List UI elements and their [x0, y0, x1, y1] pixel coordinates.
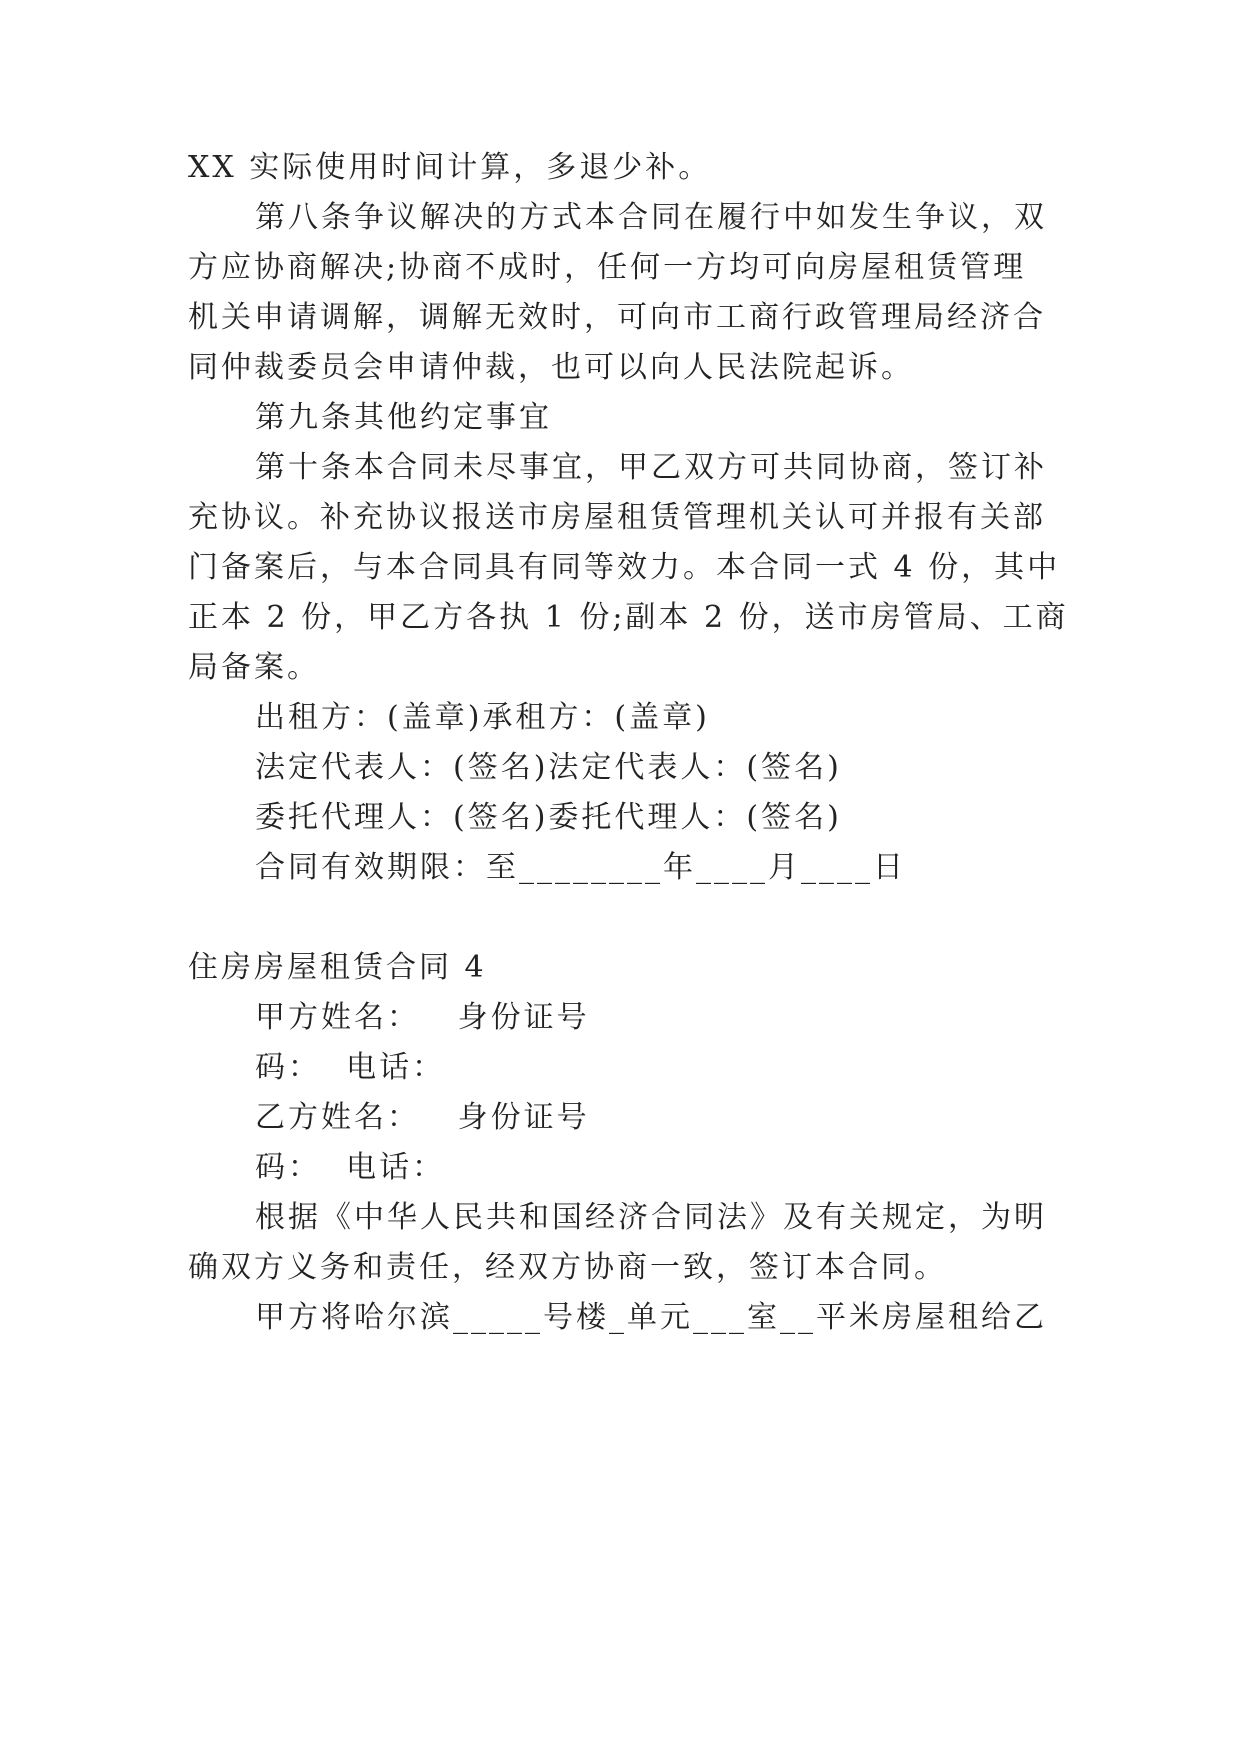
text-line-2: 第八条争议解决的方式本合同在履行中如发生争议，双 — [255, 200, 1047, 235]
text-line-5: 同仲裁委员会申请仲裁，也可以向人民法院起诉。 — [188, 350, 914, 385]
text-line-12: 出租方：(盖章)承租方：(盖章) — [255, 700, 710, 735]
text-line-15: 合同有效期限：至________年____月____日 — [255, 850, 906, 885]
text-line-22: 确双方义务和责任，经双方协商一致，签订本合同。 — [188, 1250, 947, 1285]
text-line-1: XX 实际使用时间计算，多退少补。 — [188, 150, 712, 185]
text-line-13: 法定代表人：(签名)法定代表人：(签名) — [255, 750, 842, 785]
text-line-17: 甲方姓名： 身份证号 — [255, 1000, 590, 1035]
text-line-3: 方应协商解决;协商不成时，任何一方均可向房屋租赁管理 — [188, 250, 1027, 285]
text-line-14: 委托代理人：(签名)委托代理人：(签名) — [255, 800, 842, 835]
section-title: 住房房屋租赁合同 4 — [188, 950, 487, 985]
text-line-9: 门备案后，与本合同具有同等效力。本合同一式 4 份，其中 — [188, 550, 1061, 585]
text-line-20: 码： 电话： — [255, 1150, 446, 1185]
text-line-4: 机关申请调解，调解无效时，可向市工商行政管理局经济合 — [188, 300, 1046, 335]
text-line-21: 根据《中华人民共和国经济合同法》及有关规定，为明 — [255, 1200, 1047, 1235]
text-line-6: 第九条其他约定事宜 — [255, 400, 552, 435]
text-line-18: 码： 电话： — [255, 1050, 446, 1085]
text-line-11: 局备案。 — [188, 650, 320, 685]
text-line-19: 乙方姓名： 身份证号 — [255, 1100, 590, 1135]
text-line-7: 第十条本合同未尽事宜，甲乙双方可共同协商，签订补 — [255, 450, 1047, 485]
text-line-10: 正本 2 份，甲乙方各执 1 份;副本 2 份，送市房管局、工商 — [188, 600, 1069, 635]
text-line-23: 甲方将哈尔滨_____号楼_单元___室__平米房屋租给乙 — [255, 1300, 1047, 1335]
text-line-8: 充协议。补充协议报送市房屋租赁管理机关认可并报有关部 — [188, 500, 1046, 535]
